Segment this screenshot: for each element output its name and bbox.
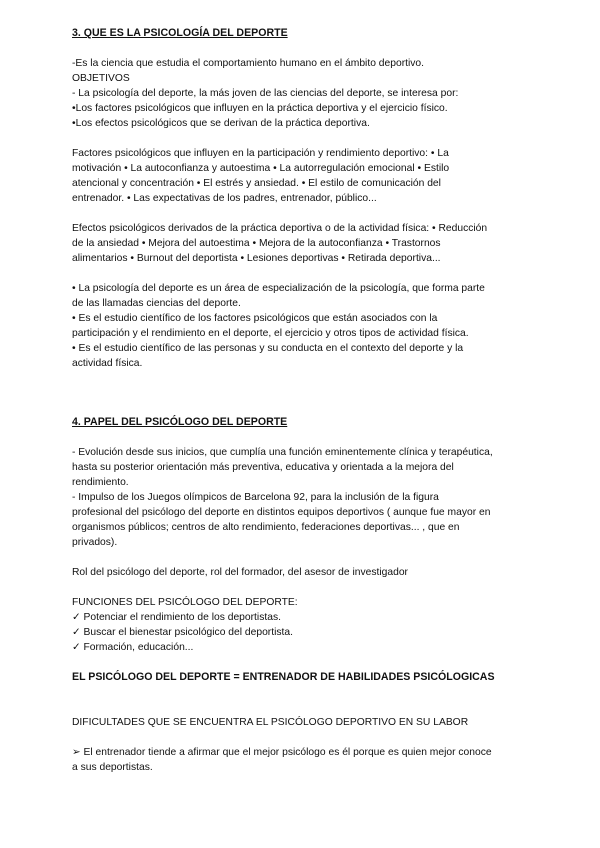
text-line: atencional y concentración • El estrés y ansiedad. • El estilo de comunicación del <box>72 178 441 189</box>
funciones-title: FUNCIONES DEL PSICÓLOGO DEL DEPORTE: <box>72 597 298 608</box>
text-line: privados). <box>72 537 118 548</box>
text-line: -Es la ciencia que estudia el comportamiento humano en el ámbito deportivo. <box>72 58 425 69</box>
text-line: rendimiento. <box>72 477 129 488</box>
document-page <box>72 26 524 775</box>
text-line: Efectos psicológicos derivados de la práctica deportiva o de la actividad física: • Reducción <box>72 223 488 234</box>
section3-intro <box>72 56 524 131</box>
text-line: de la ansiedad • Mejora del autoestima • Mejora de la autoconfianza • Trastornos <box>72 238 441 249</box>
text-line: - La psicología del deporte, la más joven de las ciencias del deporte, se interesa por: <box>72 88 459 99</box>
text-line: motivación • La autoconfianza y autoestima • La autorregulación emocional • Estilo <box>72 163 450 174</box>
bullet-line: • Es el estudio científico de las personas y su conducta en el contexto del deporte y la <box>72 343 464 354</box>
dificultades-paragraph <box>72 745 524 775</box>
text-line: Factores psicológicos que influyen en la participación y rendimiento deportivo: • La <box>72 148 449 159</box>
equation-heading: EL PSICÓLOGO DEL DEPORTE = ENTRENADOR DE HABILIDADES PSICÓLOGICAS <box>72 671 495 683</box>
factores-paragraph <box>72 146 524 206</box>
arrow-item: ➢ El entrenador tiende a afirmar que el mejor psicólogo es él porque es quien mejor conoce <box>72 747 492 758</box>
check-item: ✓ Potenciar el rendimiento de los deportistas. <box>72 612 281 623</box>
objetivos-label: OBJETIVOS <box>72 73 130 84</box>
text-line: - Evolución desde sus inicios, que cumplía una función eminentemente clínica y terapéutica, <box>72 447 493 458</box>
rol-line: Rol del psicólogo del deporte, rol del formador, del asesor de investigador <box>72 567 408 578</box>
section3-heading: 3. QUE ES LA PSICOLOGÍA DEL DEPORTE <box>72 27 288 39</box>
text-line: alimentarios • Burnout del deportista • Lesiones deportivas • Retirada deportiva... <box>72 253 441 264</box>
section4-heading: 4. PAPEL DEL PSICÓLOGO DEL DEPORTE <box>72 416 288 428</box>
text-line: participación y el rendimiento en el deporte, el ejercicio y otros tipos de actividad física. <box>72 328 469 339</box>
definiciones-paragraph <box>72 281 524 371</box>
check-item: ✓ Formación, educación... <box>72 642 194 653</box>
bullet-line: •Los factores psicológicos que influyen en la práctica deportiva y el ejercicio físico. <box>72 103 448 114</box>
bullet-line: • Es el estudio científico de los factores psicológicos que están asociados con la <box>72 313 438 324</box>
text-line: entrenador. • Las expectativas de los padres, entrenador, público... <box>72 193 377 204</box>
text-line: a sus deportistas. <box>72 762 153 773</box>
text-line: - Impulso de los Juegos olímpicos de Barcelona 92, para la inclusión de la figura <box>72 492 439 503</box>
check-item: ✓ Buscar el bienestar psicológico del deportista. <box>72 627 293 638</box>
dificultades-title: DIFICULTADES QUE SE ENCUENTRA EL PSICÓLOGO DEPORTIVO EN SU LABOR <box>72 717 469 728</box>
evolucion-paragraph <box>72 445 524 550</box>
text-line: hasta su posterior orientación más preventiva, educativa y orientada a la mejora del <box>72 462 454 473</box>
text-line: profesional del psicólogo del deporte en distintos equipos deportivos ( aunque fue mayor en <box>72 507 491 518</box>
bullet-line: •Los efectos psicológicos que se derivan de la práctica deportiva. <box>72 118 370 129</box>
text-line: actividad física. <box>72 358 143 369</box>
text-line: de las llamadas ciencias del deporte. <box>72 298 241 309</box>
funciones-list <box>72 610 524 655</box>
text-line: organismos públicos; centros de alto rendimiento, federaciones deportivas... , que en <box>72 522 460 533</box>
efectos-paragraph <box>72 221 524 266</box>
bullet-line: • La psicología del deporte es un área de especialización de la psicología, que forma parte <box>72 283 485 294</box>
